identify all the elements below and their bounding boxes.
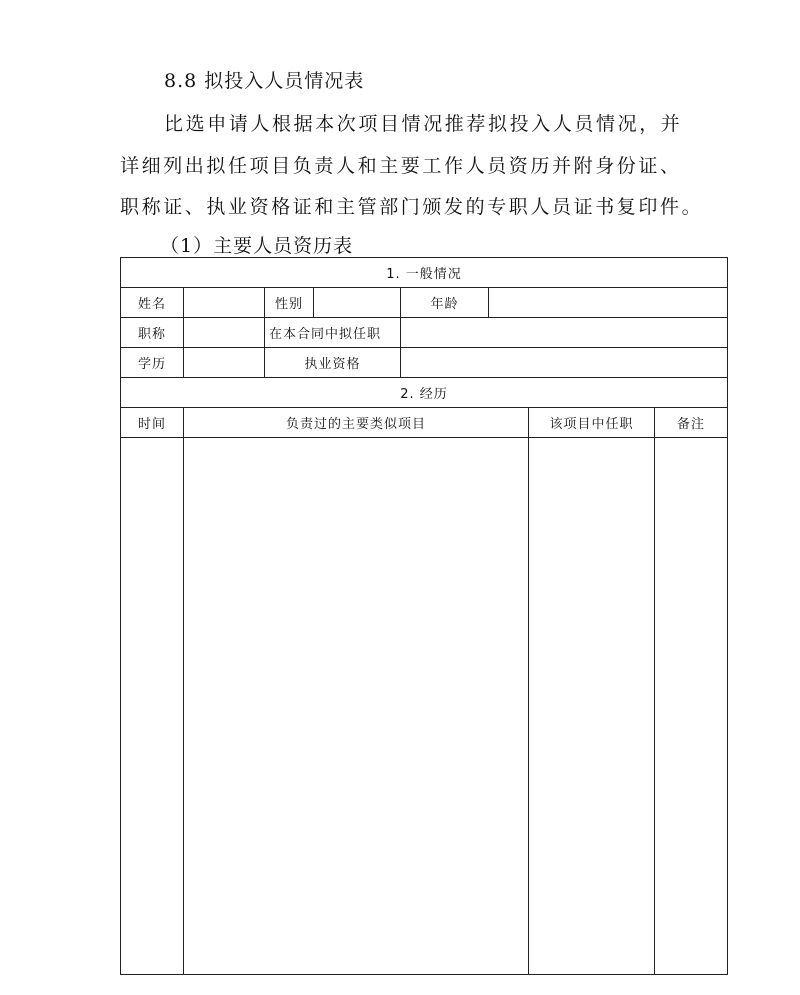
age-label: 年龄 bbox=[401, 288, 489, 318]
section-heading: 8.8 拟投入人员情况表 bbox=[164, 70, 365, 92]
resume-table bbox=[120, 257, 728, 975]
experience-projects-cell[interactable] bbox=[184, 438, 529, 975]
section-general-header: 1. 一般情况 bbox=[121, 258, 728, 288]
position-value-cell[interactable] bbox=[401, 318, 728, 348]
gender-value-cell[interactable] bbox=[314, 288, 401, 318]
table-row bbox=[121, 438, 728, 975]
column-header-projects: 负责过的主要类似项目 bbox=[184, 408, 529, 438]
column-header-remarks: 备注 bbox=[655, 408, 728, 438]
section-experience-header: 2. 经历 bbox=[121, 378, 728, 408]
experience-remarks-cell[interactable] bbox=[655, 438, 728, 975]
table-title: （1）主要人员资历表 bbox=[160, 235, 354, 257]
education-value-cell[interactable] bbox=[184, 348, 265, 378]
table-row bbox=[121, 348, 728, 378]
paragraph-line-3: 职称证、执业资格证和主管部门颁发的专职人员证书复印件。 bbox=[120, 196, 704, 218]
education-label: 学历 bbox=[121, 348, 184, 378]
table-row bbox=[121, 378, 728, 408]
paragraph-line-2: 详细列出拟任项目负责人和主要工作人员资历并附身份证、 bbox=[120, 155, 682, 177]
qualification-label: 执业资格 bbox=[265, 348, 401, 378]
position-label: 在本合同中拟任职 bbox=[265, 318, 401, 348]
table-row bbox=[121, 408, 728, 438]
paragraph-line-1: 比选申请人根据本次项目情况推荐拟投入人员情况，并 bbox=[164, 113, 683, 135]
table-row bbox=[121, 258, 728, 288]
title-value-cell[interactable] bbox=[184, 318, 265, 348]
age-value-cell[interactable] bbox=[489, 288, 728, 318]
table-row bbox=[121, 318, 728, 348]
table-row bbox=[121, 288, 728, 318]
experience-time-cell[interactable] bbox=[121, 438, 184, 975]
name-label: 姓名 bbox=[121, 288, 184, 318]
title-label: 职称 bbox=[121, 318, 184, 348]
column-header-role: 该项目中任职 bbox=[529, 408, 655, 438]
name-value-cell[interactable] bbox=[184, 288, 265, 318]
qualification-value-cell[interactable] bbox=[401, 348, 728, 378]
gender-label: 性别 bbox=[265, 288, 314, 318]
column-header-time: 时间 bbox=[121, 408, 184, 438]
experience-role-cell[interactable] bbox=[529, 438, 655, 975]
